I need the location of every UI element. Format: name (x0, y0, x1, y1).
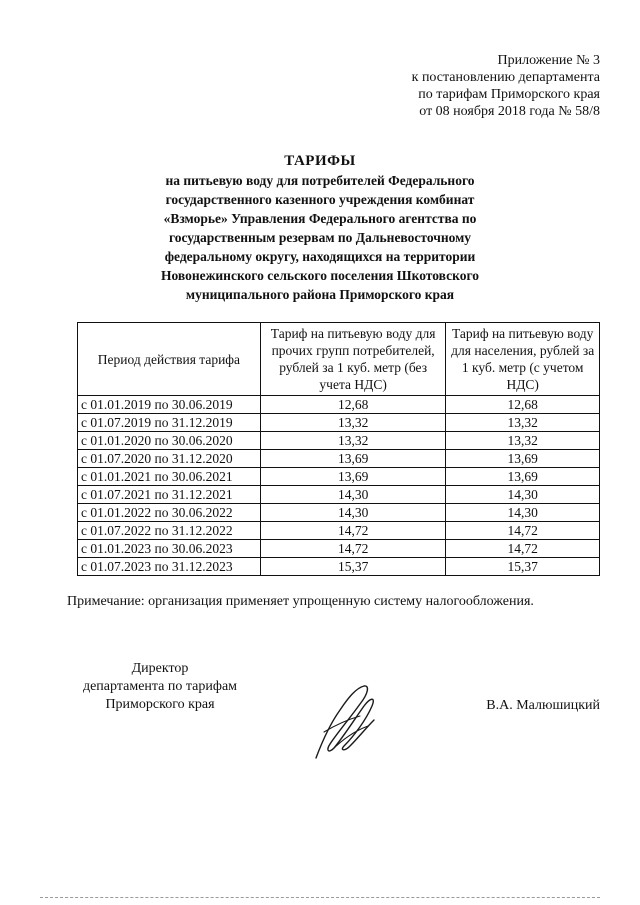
cell-tariff-population: 13,32 (446, 432, 600, 450)
table-row (78, 522, 600, 540)
document-title (90, 152, 550, 304)
cell-tariff-other: 13,32 (260, 414, 446, 432)
cell-period: с 01.01.2020 по 30.06.2020 (78, 432, 261, 450)
cell-tariff-other: 15,37 (260, 558, 446, 576)
table-row (78, 432, 600, 450)
cell-tariff-population: 15,37 (446, 558, 600, 576)
director-title: Директор (131, 661, 189, 676)
table-row (78, 468, 600, 486)
table-row (78, 414, 600, 432)
cell-tariff-other: 14,30 (260, 504, 446, 522)
director-department: департамента по тарифам (82, 679, 238, 694)
table-row (78, 396, 600, 414)
cell-tariff-population: 13,32 (446, 414, 600, 432)
cell-period: с 01.07.2020 по 31.12.2020 (78, 450, 261, 468)
cell-tariff-other: 13,69 (260, 468, 446, 486)
title-heading: ТАРИФЫ (284, 153, 356, 169)
director-region: Приморского края (105, 697, 215, 712)
column-header-period: Период действия тарифа (78, 323, 261, 396)
table-row (78, 540, 600, 558)
appendix-department: по тарифам Приморского края (418, 87, 600, 102)
director-position (60, 660, 260, 714)
title-line-1: на питьевую воду для потребителей Федерального (165, 173, 475, 188)
cell-period: с 01.01.2022 по 30.06.2022 (78, 504, 261, 522)
cell-tariff-population: 13,69 (446, 468, 600, 486)
title-line-5: федеральному округу, находящихся на территории (164, 249, 476, 264)
title-line-6: Новонежинского сельского поселения Шкотовского (160, 268, 480, 283)
cell-period: с 01.01.2019 по 30.06.2019 (78, 396, 261, 414)
appendix-date: от 08 ноября 2018 года № 58/8 (419, 104, 600, 119)
title-line-3: «Взморье» Управления Федерального агентства по (163, 211, 477, 226)
tariff-table (77, 322, 600, 576)
table-row (78, 486, 600, 504)
cell-period: с 01.01.2023 по 30.06.2023 (78, 540, 261, 558)
cell-tariff-other: 13,69 (260, 450, 446, 468)
table-row (78, 558, 600, 576)
cell-tariff-population: 12,68 (446, 396, 600, 414)
tax-note: Примечание: организация применяет упрощенную систему налогообложения. (67, 594, 534, 609)
appendix-number: Приложение № 3 (497, 53, 600, 68)
title-line-7: муниципального района Приморского края (185, 287, 455, 302)
appendix-resolution: к постановлению департамента (411, 70, 600, 85)
cell-tariff-other: 14,72 (260, 540, 446, 558)
cell-period: с 01.07.2021 по 31.12.2021 (78, 486, 261, 504)
table-row (78, 504, 600, 522)
cell-period: с 01.07.2023 по 31.12.2023 (78, 558, 261, 576)
table-row (78, 450, 600, 468)
title-line-4: государственным резервам по Дальневосточному (168, 230, 472, 245)
scan-edge-line (40, 897, 600, 900)
column-header-population: Тариф на питьевую воду для населения, рублей за 1 куб. метр (с учетом НДС) (446, 323, 600, 396)
title-line-2: государственного казенного учреждения комбинат (165, 192, 475, 207)
handwritten-signature (310, 680, 382, 764)
column-header-other-consumers: Тариф на питьевую воду для прочих групп потребителей, рублей за 1 куб. метр (без учета НДС) (260, 323, 446, 396)
cell-tariff-population: 14,72 (446, 540, 600, 558)
cell-tariff-population: 14,72 (446, 522, 600, 540)
appendix-reference (360, 52, 600, 120)
signer-name: В.А. Малюшицкий (486, 698, 600, 713)
cell-period: с 01.01.2021 по 30.06.2021 (78, 468, 261, 486)
cell-tariff-other: 14,72 (260, 522, 446, 540)
cell-tariff-other: 12,68 (260, 396, 446, 414)
cell-tariff-other: 14,30 (260, 486, 446, 504)
cell-tariff-population: 14,30 (446, 504, 600, 522)
cell-tariff-population: 13,69 (446, 450, 600, 468)
table-header-row (78, 323, 600, 396)
cell-tariff-other: 13,32 (260, 432, 446, 450)
cell-period: с 01.07.2019 по 31.12.2019 (78, 414, 261, 432)
cell-tariff-population: 14,30 (446, 486, 600, 504)
cell-period: с 01.07.2022 по 31.12.2022 (78, 522, 261, 540)
